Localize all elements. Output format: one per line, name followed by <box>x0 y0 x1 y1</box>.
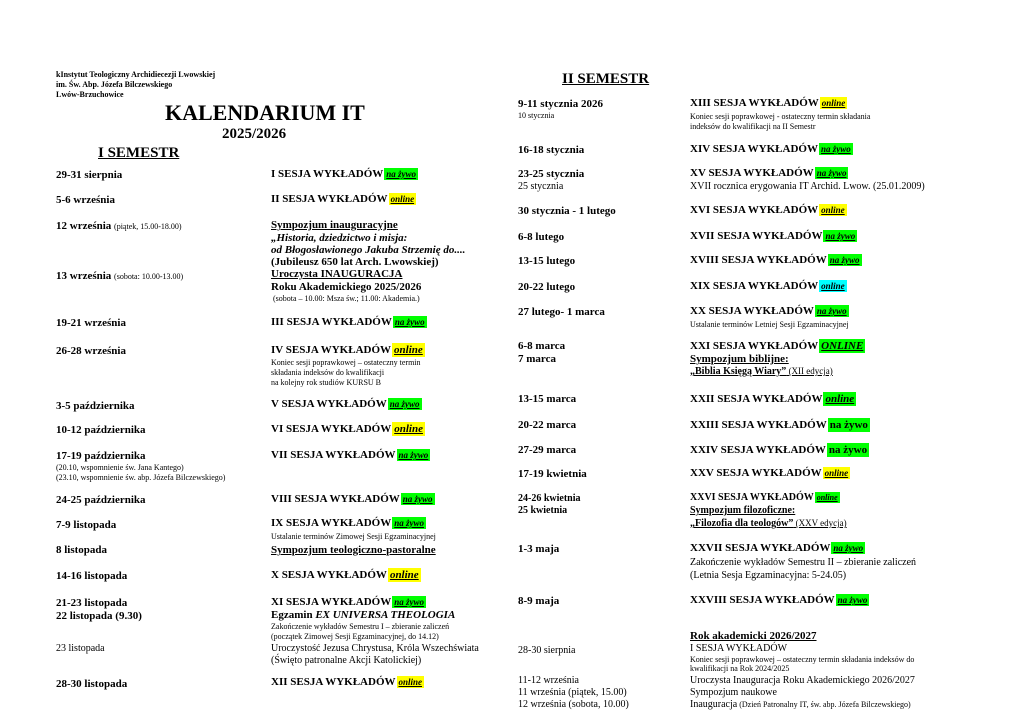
s1-r4-line2: (sobota – 10.00: Msza św.; 11.00: Akademia.) <box>273 294 420 303</box>
s1-r3-line1: „Historia, dziedzictwo i misja: <box>271 232 408 244</box>
s1-r7-date: 3-5 października <box>56 400 135 412</box>
s2-r3-date: 23-25 stycznia <box>518 168 585 180</box>
semester-2-heading: II SEMESTR <box>562 71 650 87</box>
s1-r8-date: 10-12 października <box>56 424 146 436</box>
s2-r16-event <box>690 594 869 606</box>
s1-r15-date: 23 listopada <box>56 643 105 654</box>
event-title: VII SESJA WYKŁADÓW <box>271 449 396 461</box>
s1-r3-line3: (Jubileusz 650 lat Arch. Lwowskiej) <box>271 256 439 268</box>
s2-r6-event <box>690 254 862 266</box>
symposium-title: „Filozofia dla teologów” <box>690 518 794 529</box>
s2-r1-event <box>690 97 847 109</box>
s2-r15-event <box>690 542 865 554</box>
mode-badge: na żywo <box>829 419 868 431</box>
s2-r14-line2 <box>690 518 847 529</box>
s1-r14-date2: 22 listopada (9.30) <box>56 610 142 622</box>
s1-r11-date: 7-9 listopada <box>56 519 117 531</box>
s1-r10-event <box>271 493 435 505</box>
s1-r15-line2: (Święto patronalne Akcji Katolickiej) <box>271 655 422 666</box>
mode-badge: online <box>824 468 849 478</box>
s2-r4-date: 30 stycznia - 1 lutego <box>518 205 616 217</box>
academic-year: 2025/2026 <box>222 126 287 142</box>
s1-r14-line2: (początek Zimowej Sesji Egzaminacyjnej, do 14.12) <box>271 632 439 641</box>
event-title: II SESJA WYKŁADÓW <box>271 193 388 205</box>
s1-r16-event <box>271 676 424 688</box>
date-note: (sobota: 10.00-13.00) <box>114 272 184 281</box>
mode-badge: na żywo <box>816 168 847 178</box>
event-title: XXI SESJA WYKŁADÓW <box>690 340 819 352</box>
s1-r1-event <box>271 168 418 180</box>
s2-r14-date: 24-26 kwietnia <box>518 493 581 504</box>
date-text: 13 września <box>56 270 112 282</box>
event-title: XXVIII SESJA WYKŁADÓW <box>690 594 835 606</box>
mode-badge: na żywo <box>398 450 429 460</box>
mode-badge: online <box>821 205 845 215</box>
s1-r8-event <box>271 422 425 436</box>
s1-r14-event <box>271 596 426 608</box>
event-title: I SESJA WYKŁADÓW <box>271 168 384 180</box>
mode-badge: online <box>825 393 855 405</box>
s1-r13-date: 14-16 listopada <box>56 570 128 582</box>
s2-r4-event <box>690 204 847 216</box>
s2-r1-date: 9-11 stycznia 2026 <box>518 98 603 110</box>
s2-r9-date: 6-8 marca <box>518 340 566 352</box>
s2-r14-line1: Sympozjum filozoficzne: <box>690 505 796 516</box>
s1-r10-date: 24-25 października <box>56 494 146 506</box>
institute-location: Lwów-Brzuchowice <box>56 90 124 99</box>
mode-badge: na żywo <box>833 543 864 553</box>
s1-r15-line1: Uroczystość Jezusa Chrystusa, Króla Wszechświata <box>271 643 479 654</box>
mode-badge: na żywo <box>828 444 868 456</box>
s1-r13-event <box>271 568 421 582</box>
s1-r9-note1: (20.10, wspomnienie św. Jana Kantego) <box>56 463 184 472</box>
s2-r3-line1: XVII rocznica erygowania IT Archid. Lwow. (25.01.2009) <box>690 181 925 192</box>
ny-e4 <box>690 699 911 710</box>
s1-r6-date: 26-28 września <box>56 345 126 357</box>
event-title: XIII SESJA WYKŁADÓW <box>690 97 819 109</box>
s2-r9-line1: Sympozjum biblijne: <box>690 353 789 365</box>
s1-r1-date: 29-31 sierpnia <box>56 169 123 181</box>
s2-r3-date-note: 25 stycznia <box>518 181 564 192</box>
s1-r14-date: 21-23 listopada <box>56 597 128 609</box>
ny-d1: 28-30 sierpnia <box>518 645 576 656</box>
exam-name: EX UNIVERSA THEOLOGIA <box>315 609 456 621</box>
s1-r5-date: 19-21 września <box>56 317 126 329</box>
mode-badge: na żywo <box>837 595 868 605</box>
s1-r11-line1: Ustalanie terminów Zimowej Sesji Egzaminacyjnej <box>271 532 436 541</box>
inauguration-label: Inauguracja <box>690 699 738 710</box>
event-title: XX SESJA WYKŁADÓW <box>690 305 814 317</box>
symposium-edition: (XXV edycja) <box>793 518 847 528</box>
page-title: KALENDARIUM IT <box>165 100 365 125</box>
s1-r2-date: 5-6 września <box>56 194 115 206</box>
ny-e3: Sympozjum naukowe <box>690 687 777 698</box>
s2-r1-date-note: 10 stycznia <box>518 111 555 120</box>
s1-r7-event <box>271 398 422 410</box>
mode-badge: na żywo <box>394 518 424 528</box>
event-title: VI SESJA WYKŁADÓW <box>271 423 392 435</box>
s1-r12-event: Sympozjum teologiczno-pastoralne <box>271 544 436 556</box>
event-title: XII SESJA WYKŁADÓW <box>271 676 396 688</box>
s2-r8-date: 27 lutego- 1 marca <box>518 306 605 318</box>
ny-d4: 12 września (sobota, 10.00) <box>518 699 629 710</box>
event-title: XVII SESJA WYKŁADÓW <box>690 230 823 242</box>
s2-r8-line1: Ustalanie terminów Letniej Sesji Egzaminacyjnej <box>690 320 849 329</box>
s1-r9-date: 17-19 października <box>56 450 146 462</box>
s2-r5-date: 6-8 lutego <box>518 231 565 243</box>
s2-r1-line1: Koniec sesji poprawkowej - ostateczny termin składania <box>690 112 871 121</box>
s2-r2-date: 16-18 stycznia <box>518 144 585 156</box>
event-title: IV SESJA WYKŁADÓW <box>271 344 392 356</box>
s2-r12-date: 27-29 marca <box>518 444 577 456</box>
s2-r6-date: 13-15 lutego <box>518 255 576 267</box>
mode-badge: online <box>390 194 415 204</box>
mode-badge: na żywo <box>394 317 425 327</box>
s2-r14-event <box>690 492 840 503</box>
s2-r10-date: 13-15 marca <box>518 393 577 405</box>
s1-r5-event <box>271 316 427 328</box>
s2-r10-event <box>690 392 856 406</box>
date-note: (piątek, 15.00-18.00) <box>114 222 182 231</box>
mode-badge: na żywo <box>825 231 856 241</box>
s2-r15-line1: Zakończenie wykładów Semestru II – zbieranie zaliczeń <box>690 557 917 568</box>
event-title: XXII SESJA WYKŁADÓW <box>690 393 823 405</box>
s2-r13-date: 17-19 kwietnia <box>518 468 587 480</box>
s2-r3-event <box>690 167 848 179</box>
s2-r12-event <box>690 443 869 457</box>
s2-r13-event <box>690 467 850 479</box>
event-title: XXVII SESJA WYKŁADÓW <box>690 542 831 554</box>
s2-r15-line2: (Letnia Sesja Egzaminacyjna: 5-24.05) <box>690 570 847 581</box>
event-title: X SESJA WYKŁADÓW <box>271 569 387 581</box>
event-title: IX SESJA WYKŁADÓW <box>271 517 392 529</box>
mode-badge: na żywo <box>402 494 433 504</box>
symposium-edition: (XII edycja) <box>786 366 833 376</box>
mode-badge: online <box>398 677 423 687</box>
mode-badge: online <box>816 493 838 502</box>
ny-d2: 11-12 września <box>518 675 579 686</box>
s2-r8-event <box>690 305 849 317</box>
s2-r15-date: 1-3 maja <box>518 543 560 555</box>
date-text: 12 września <box>56 220 112 232</box>
event-title: XIV SESJA WYKŁADÓW <box>690 143 818 155</box>
exam-label: Egzamin <box>271 609 316 621</box>
s2-r11-event <box>690 418 870 432</box>
s1-r3-line2: od Błogosławionego Jakuba Strzemię do.... <box>271 244 466 256</box>
s1-r4-date <box>56 270 183 282</box>
ny-e1: I SESJA WYKŁADÓW <box>690 643 788 654</box>
s1-r6-line2: składania indeksów do kwalifikacji <box>271 368 385 377</box>
s1-r6-event <box>271 343 425 357</box>
event-title: XIX SESJA WYKŁADÓW <box>690 280 819 292</box>
s2-r7-event <box>690 280 847 292</box>
event-title: XXV SESJA WYKŁADÓW <box>690 467 822 479</box>
s1-r9-event <box>271 449 430 461</box>
mode-badge: na żywo <box>816 306 847 316</box>
event-title: XV SESJA WYKŁADÓW <box>690 167 814 179</box>
event-title: V SESJA WYKŁADÓW <box>271 398 387 410</box>
s2-r11-date: 20-22 marca <box>518 419 577 431</box>
mode-badge: online <box>821 281 845 291</box>
institute-name: kInstytut Teologiczny Archidiecezji Lwowskiej <box>56 70 216 79</box>
event-title: XVIII SESJA WYKŁADÓW <box>690 254 827 266</box>
s2-r2-event <box>690 143 853 155</box>
mode-badge: na żywo <box>394 597 424 607</box>
s1-r4-line1: Roku Akademickiego 2025/2026 <box>271 281 422 293</box>
ny-e2: Uroczysta Inauguracja Roku Akademickiego 2026/2027 <box>690 675 915 686</box>
s2-r5-event <box>690 230 857 242</box>
event-title: XXVI SESJA WYKŁADÓW <box>690 492 814 503</box>
event-title: VIII SESJA WYKŁADÓW <box>271 493 400 505</box>
s2-r9-event <box>690 339 865 353</box>
event-title: XI SESJA WYKŁADÓW <box>271 596 392 608</box>
mode-badge: online <box>394 344 423 356</box>
mode-badge: na żywo <box>829 255 860 265</box>
event-title: XVI SESJA WYKŁADÓW <box>690 204 819 216</box>
s2-r9-date2: 7 marca <box>518 353 556 365</box>
mode-badge: online <box>394 423 423 435</box>
ny-e1b: kwalifikacji na Rok 2024/2025 <box>690 664 790 673</box>
s1-r4-event: Uroczysta INAUGURACJA <box>271 268 403 280</box>
s1-r9-note2: (23.10, wspomnienie św. abp. Józefa Bilczewskiego) <box>56 473 226 482</box>
s1-r14-line1: Zakończenie wykładów Semestru I – zbieranie zaliczeń <box>271 622 450 631</box>
next-year-heading: Rok akademicki 2026/2027 <box>690 630 817 642</box>
mode-badge: online <box>389 569 419 581</box>
event-title: III SESJA WYKŁADÓW <box>271 316 392 328</box>
semester-1-heading: I SEMESTR <box>98 145 180 161</box>
mode-badge: ONLINE <box>821 340 864 352</box>
symposium-title: „Biblia Księgą Wiary” <box>690 366 787 377</box>
mode-badge: na żywo <box>386 169 417 179</box>
s2-r14-date2: 25 kwietnia <box>518 505 568 516</box>
s2-r9-line2 <box>690 366 833 377</box>
ny-e1a: Koniec sesji poprawkowej – ostateczny termin składania indeksów do <box>690 655 915 664</box>
s1-r11-event <box>271 517 426 529</box>
inauguration-note: (Dzień Patronalny IT, św. abp. Józefa Bilczewskiego) <box>737 700 911 709</box>
institute-patron: im. Św. Abp. Józefa Bilczewskiego <box>56 80 173 89</box>
s1-r3-date <box>56 220 182 232</box>
s2-r16-date: 8-9 maja <box>518 595 560 607</box>
mode-badge: na żywo <box>389 399 420 409</box>
event-title: XXIII SESJA WYKŁADÓW <box>690 419 827 431</box>
s1-r12-date: 8 listopada <box>56 544 108 556</box>
s2-r1-line2: indeksów do kwalifikacji na II Semestr <box>690 122 816 131</box>
mode-badge: online <box>821 98 846 108</box>
s1-r3-event: Sympozjum inauguracyjne <box>271 219 398 231</box>
event-title: XXIV SESJA WYKŁADÓW <box>690 444 826 456</box>
s1-r16-date: 28-30 listopada <box>56 678 128 690</box>
s1-r6-line3: na kolejny rok studiów KURSU B <box>271 378 381 387</box>
s1-r14-exam <box>271 609 455 621</box>
s2-r7-date: 20-22 lutego <box>518 281 576 293</box>
s1-r6-line1: Koniec sesji poprawkowej – ostateczny termin <box>271 358 421 367</box>
s1-r2-event <box>271 193 416 205</box>
ny-d3: 11 września (piątek, 15.00) <box>518 687 627 698</box>
mode-badge: na żywo <box>820 144 851 154</box>
